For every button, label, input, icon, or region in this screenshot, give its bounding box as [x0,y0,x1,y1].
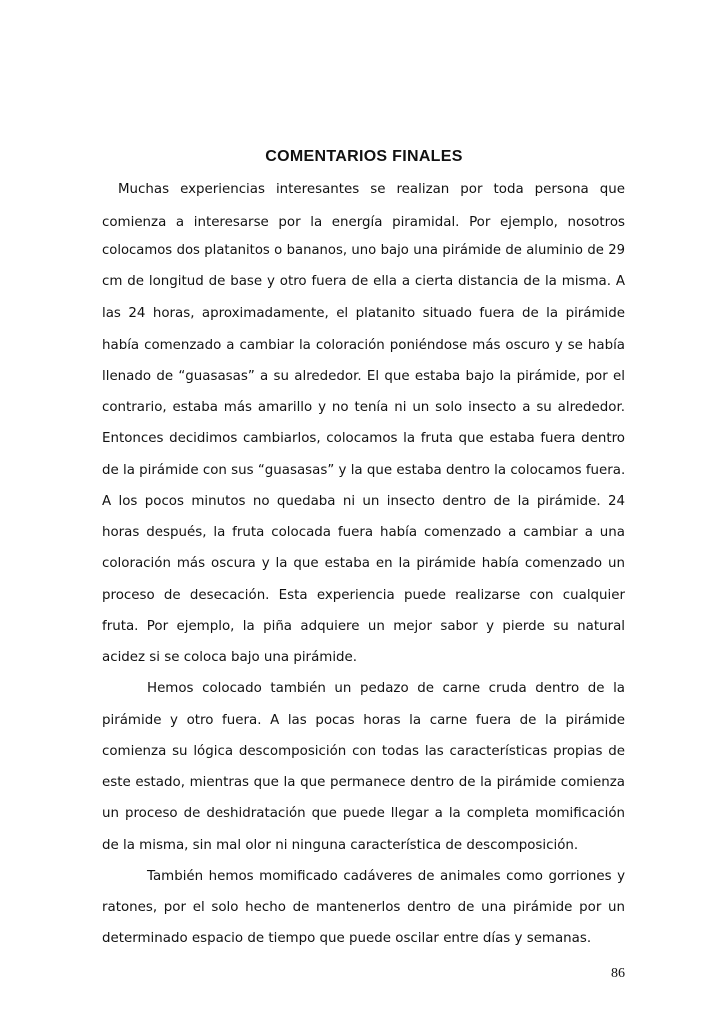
paragraph-3-line: determinado espacio de tiempo que puede oscilar entre días y semanas. [102,931,592,946]
paragraph-2-line: pirámide y otro fuera. A las pocas horas la carne fuera de la pirámide [102,713,625,728]
page-number: 86 [611,966,625,981]
page-title: COMENTARIOS FINALES [265,148,463,165]
paragraph-3-line: ratones, por el solo hecho de mantenerlos dentro de una pirámide por un [102,900,625,915]
paragraph-1-line: colocamos dos platanitos o bananos, uno bajo una pirámide de aluminio de 29 [102,243,625,258]
paragraph-2-line: un proceso de deshidratación que puede llegar a la completa momificación [102,806,625,821]
paragraph-2-line: de la misma, sin mal olor ni ninguna característica de descomposición. [102,838,579,853]
paragraph-1-line: llenado de “guasasas” a su alrededor. El que estaba bajo la pirámide, por el [102,369,625,384]
paragraph-1-line: proceso de desecación. Esta experiencia puede realizarse con cualquier [102,588,625,603]
paragraph-2-line: Hemos colocado también un pedazo de carne cruda dentro de la [147,681,625,696]
paragraph-2-line: este estado, mientras que la que permanece dentro de la pirámide comienza [102,775,625,790]
paragraph-2-line: comienza su lógica descomposición con todas las características propias de [102,744,625,759]
paragraph-1-line: las 24 horas, aproximadamente, el platanito situado fuera de la pirámide [102,306,625,321]
paragraph-3-line: También hemos momificado cadáveres de animales como gorriones y [147,869,625,884]
paragraph-1-line: Entonces decidimos cambiarlos, colocamos la fruta que estaba fuera dentro [102,431,625,446]
paragraph-1-line: acidez si se coloca bajo una pirámide. [102,650,358,665]
paragraph-1-line: había comenzado a cambiar la coloración poniéndose más oscuro y se había [102,338,625,353]
paragraph-1-line: contrario, estaba más amarillo y no tenía ni un solo insecto a su alrededor. [102,400,625,415]
paragraph-1-line: fruta. Por ejemplo, la piña adquiere un mejor sabor y pierde su natural [102,619,625,634]
paragraph-1-line: horas después, la fruta colocada fuera había comenzado a cambiar a una [102,525,625,540]
paragraph-1-line: coloración más oscura y la que estaba en la pirámide había comenzado un [102,556,625,571]
paragraph-1-line: de la pirámide con sus “guasasas” y la que estaba dentro la colocamos fuera. [102,463,626,478]
paragraph-1-line: cm de longitud de base y otro fuera de ella a cierta distancia de la misma. A [102,274,625,289]
paragraph-1-line: Muchas experiencias interesantes se realizan por toda persona que [118,182,625,197]
paragraph-1-line: A los pocos minutos no quedaba ni un insecto dentro de la pirámide. 24 [102,494,625,509]
paragraph-1-line: comienza a interesarse por la energía piramidal. Por ejemplo, nosotros [102,215,625,230]
